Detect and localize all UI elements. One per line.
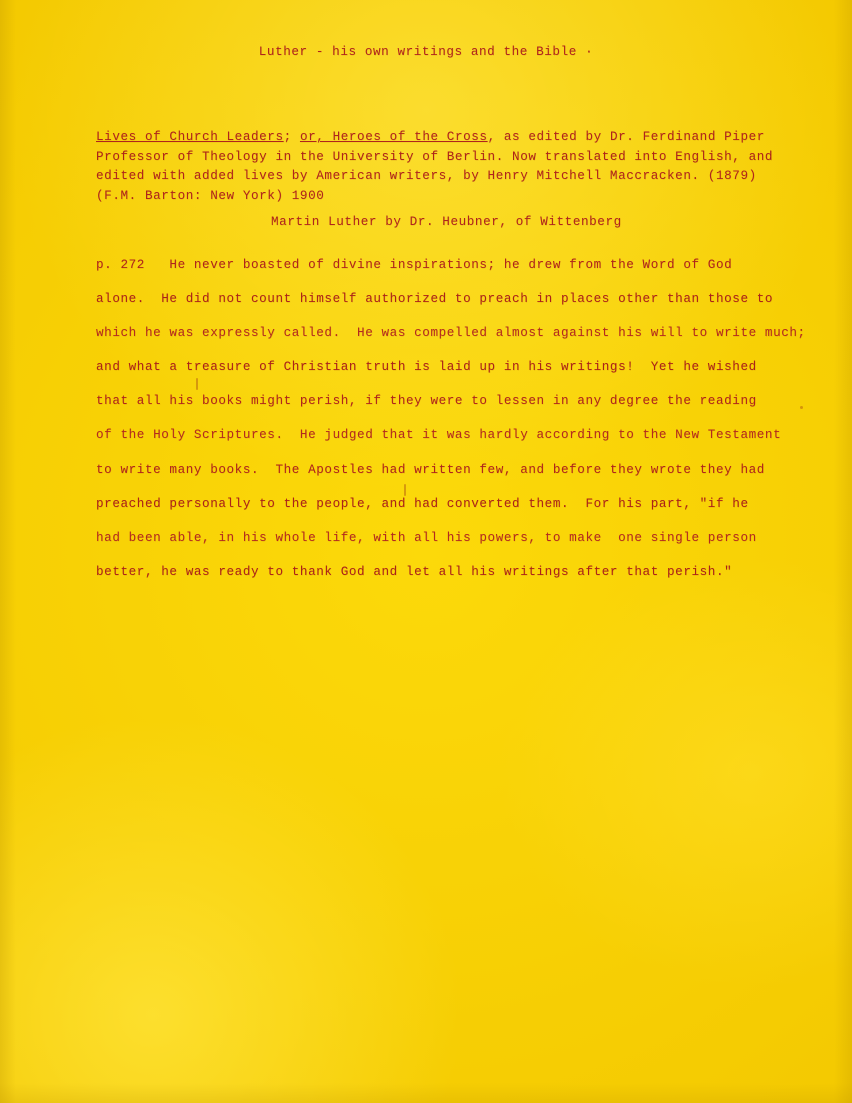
citation-line-2: Professor of Theology in the University of Berlin. Now translated into English, and	[96, 149, 774, 164]
citation-separator: ;	[283, 130, 300, 144]
body-line: that all his books might perish, if they were to lessen in any degree the reading	[96, 394, 757, 409]
body-line: p. 272 He never boasted of divine inspirations; he drew from the Word of God	[96, 258, 733, 272]
body-line: of the Holy Scriptures. He judged that it was hardly according to the New Testament	[96, 428, 782, 443]
citation-editor: , as edited by Dr. Ferdinand Piper	[487, 130, 765, 144]
body-line: and what a treasure of Christian truth is laid up in his writings! Yet he wished	[96, 360, 757, 375]
page-edge-shadow-left	[0, 0, 16, 1103]
page-edge-shadow-right	[834, 0, 852, 1103]
citation-line-1	[96, 128, 796, 148]
section-subtitle: Martin Luther by Dr. Heubner, of Wittenberg	[271, 215, 622, 229]
page-header: Luther - his own writings and the Bible ·	[258, 45, 594, 59]
citation-line-4: (F.M. Barton: New York) 1900	[96, 188, 325, 203]
page-edge-shadow-bottom	[0, 1083, 852, 1103]
citation-title-secondary: or, Heroes of the Cross	[299, 130, 488, 144]
citation-title-primary: Lives of Church Leaders	[96, 130, 284, 144]
body-line: preached personally to the people, and had converted them. For his part, "if he	[96, 496, 749, 511]
body-line: better, he was ready to thank God and let all his writings after that perish."	[96, 564, 733, 579]
body-line: which he was expressly called. He was compelled almost against his will to write much;	[96, 326, 806, 341]
body-line: had been able, in his whole life, with all his powers, to make one single person	[96, 530, 757, 545]
body-line: to write many books. The Apostles had written few, and before they wrote they had	[96, 462, 765, 477]
citation-block	[96, 128, 796, 206]
body-line: alone. He did not count himself authorized to preach in places other than those to	[96, 292, 774, 307]
body-text	[96, 248, 816, 589]
citation-line-3: edited with added lives by American writers, by Henry Mitchell Maccracken. (1879)	[96, 169, 757, 183]
